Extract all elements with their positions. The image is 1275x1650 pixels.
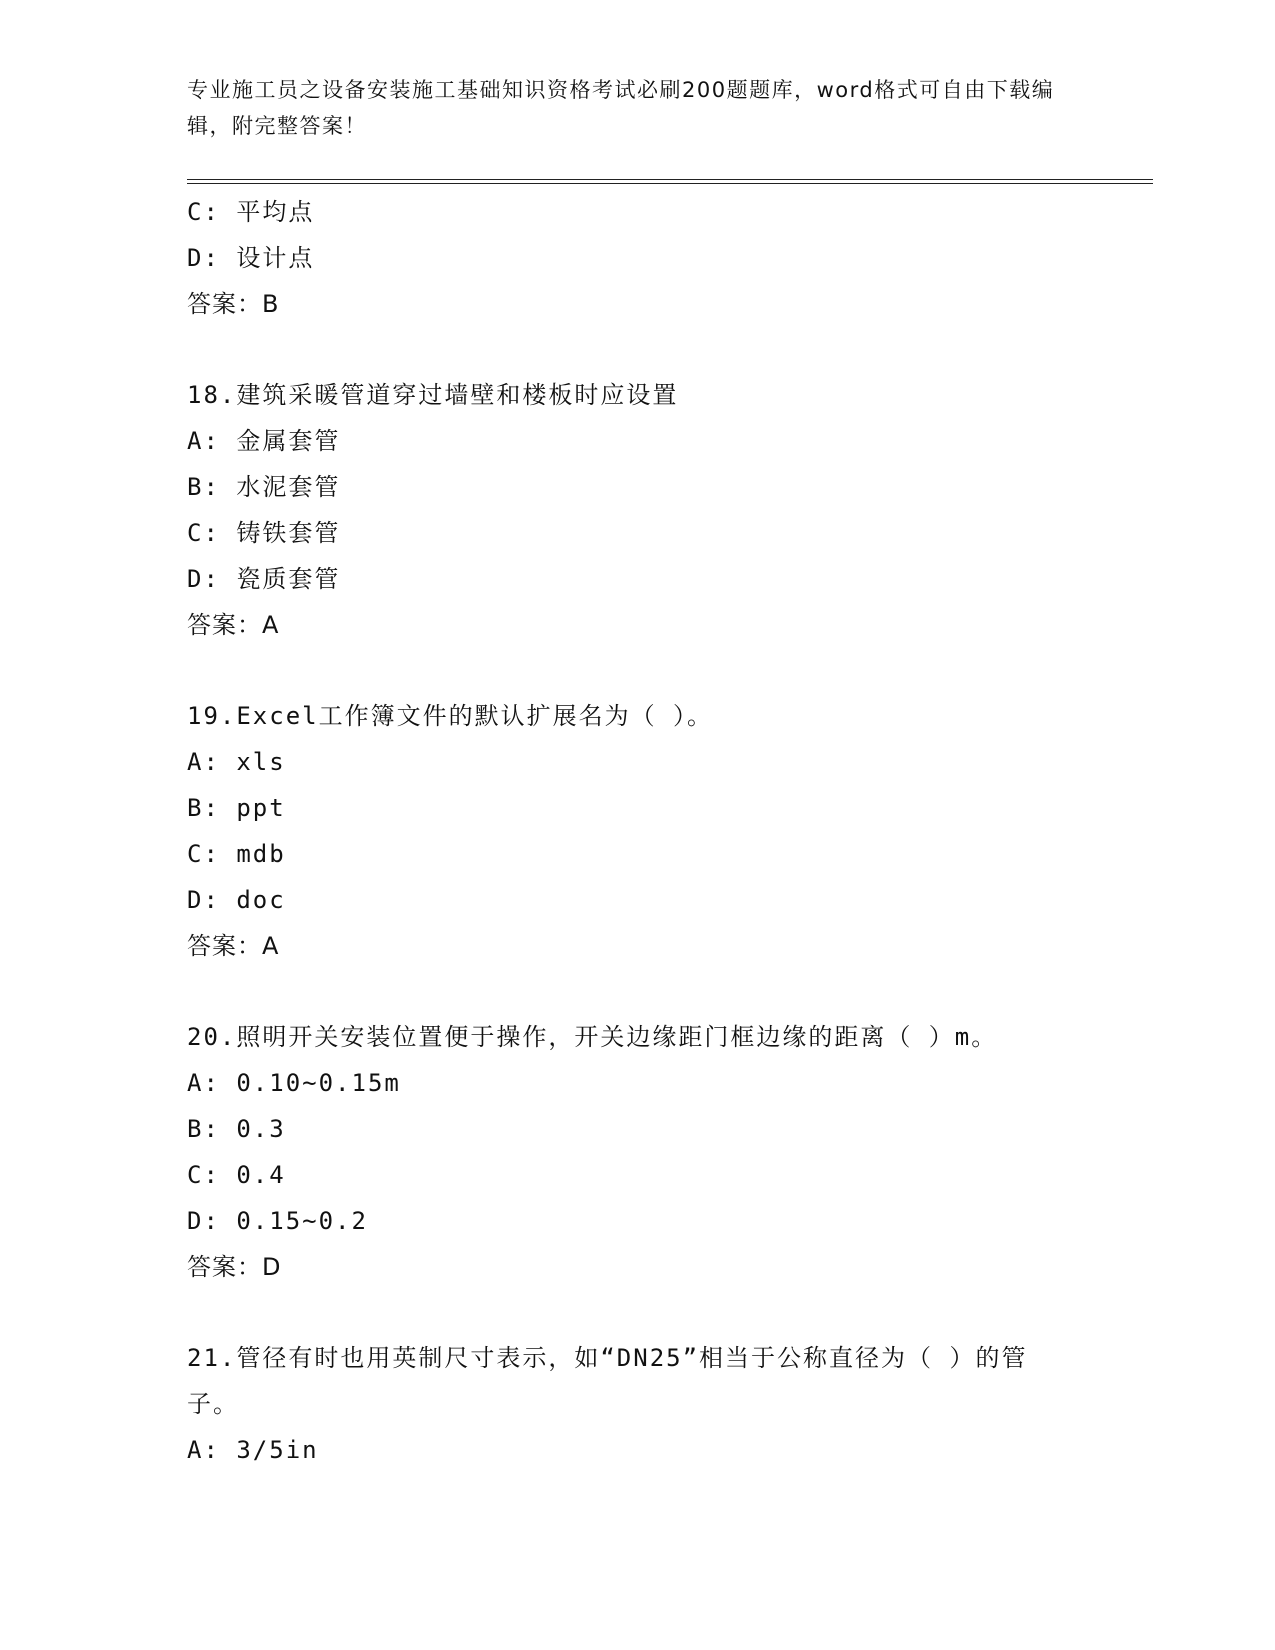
option-d: [187, 556, 1087, 602]
option-label: D:: [187, 565, 220, 593]
header-divider-bottom: [187, 183, 1153, 184]
question-number: 19.: [187, 702, 237, 730]
question-number: 18.: [187, 381, 237, 409]
document-title: 专业施工员之设备安装施工基础知识资格考试必刷200题题库，word格式可自由下载编辑，附完整答案！: [187, 78, 1055, 138]
option-d: [187, 1198, 1087, 1244]
option-label: B:: [187, 473, 220, 501]
question-number: 20.: [187, 1023, 237, 1051]
option-text: 金属套管: [236, 427, 341, 455]
answer-label: 答案：: [187, 290, 262, 318]
option-a: [187, 1060, 1087, 1106]
option-text: 0.15~0.2: [236, 1207, 368, 1235]
question-text: [187, 1335, 1047, 1427]
option-b: [187, 1106, 1087, 1152]
spacer: [187, 648, 1087, 693]
option-label: C:: [187, 198, 220, 226]
option-label: C:: [187, 840, 220, 868]
answer-line: [187, 1244, 1087, 1290]
option-b: [187, 785, 1087, 831]
option-text: mdb: [236, 840, 286, 868]
answer-value: A: [262, 611, 280, 639]
question-partial: [187, 189, 1087, 327]
option-text: 0.3: [236, 1115, 286, 1143]
option-a: [187, 418, 1087, 464]
option-label: B:: [187, 1115, 220, 1143]
question-21: [187, 1335, 1087, 1473]
answer-value: B: [262, 290, 280, 318]
option-text: 设计点: [236, 244, 315, 272]
option-c: [187, 1152, 1087, 1198]
option-label: A:: [187, 748, 220, 776]
option-text: 平均点: [236, 198, 315, 226]
option-text: 3/5in: [236, 1436, 319, 1464]
option-label: C:: [187, 1161, 220, 1189]
spacer: [187, 969, 1087, 1014]
option-text: 铸铁套管: [236, 519, 341, 547]
answer-value: D: [262, 1253, 282, 1281]
question-20: [187, 1014, 1087, 1290]
option-c: [187, 189, 1087, 235]
question-number: 21.: [187, 1344, 237, 1372]
header-divider-top: [187, 179, 1153, 180]
option-text: 瓷质套管: [236, 565, 341, 593]
option-c: [187, 831, 1087, 877]
option-a: [187, 739, 1087, 785]
question-list: [187, 189, 1087, 1473]
answer-line: [187, 281, 1087, 327]
question-body: 管径有时也用英制尺寸表示，如“DN25”相当于公称直径为（ ）的管子。: [187, 1344, 1028, 1418]
option-d: [187, 877, 1087, 923]
option-b: [187, 464, 1087, 510]
option-label: D:: [187, 244, 220, 272]
question-18: [187, 372, 1087, 648]
answer-label: 答案：: [187, 932, 262, 960]
question-19: [187, 693, 1087, 969]
question-text: [187, 693, 1087, 739]
option-a: [187, 1427, 1087, 1473]
option-label: B:: [187, 794, 220, 822]
question-text: [187, 372, 1087, 418]
answer-line: [187, 923, 1087, 969]
spacer: [187, 1290, 1087, 1335]
question-body: 建筑采暖管道穿过墙壁和楼板时应设置: [236, 381, 679, 409]
question-text: [187, 1014, 1087, 1060]
option-text: doc: [236, 886, 286, 914]
answer-line: [187, 602, 1087, 648]
option-label: D:: [187, 886, 220, 914]
spacer: [187, 327, 1087, 372]
option-text: 0.4: [236, 1161, 286, 1189]
option-text: 0.10~0.15m: [236, 1069, 401, 1097]
answer-label: 答案：: [187, 1253, 262, 1281]
option-text: xls: [236, 748, 286, 776]
option-c: [187, 510, 1087, 556]
option-label: A:: [187, 427, 220, 455]
option-label: A:: [187, 1069, 220, 1097]
question-body: 照明开关安装位置便于操作，开关边缘距门框边缘的距离（ ）m。: [236, 1023, 998, 1051]
answer-label: 答案：: [187, 611, 262, 639]
question-body: Excel工作簿文件的默认扩展名为（ ）。: [236, 702, 714, 730]
option-label: A:: [187, 1436, 220, 1464]
option-text: ppt: [236, 794, 286, 822]
answer-value: A: [262, 932, 280, 960]
option-text: 水泥套管: [236, 473, 341, 501]
option-label: D:: [187, 1207, 220, 1235]
option-d: [187, 235, 1087, 281]
option-label: C:: [187, 519, 220, 547]
